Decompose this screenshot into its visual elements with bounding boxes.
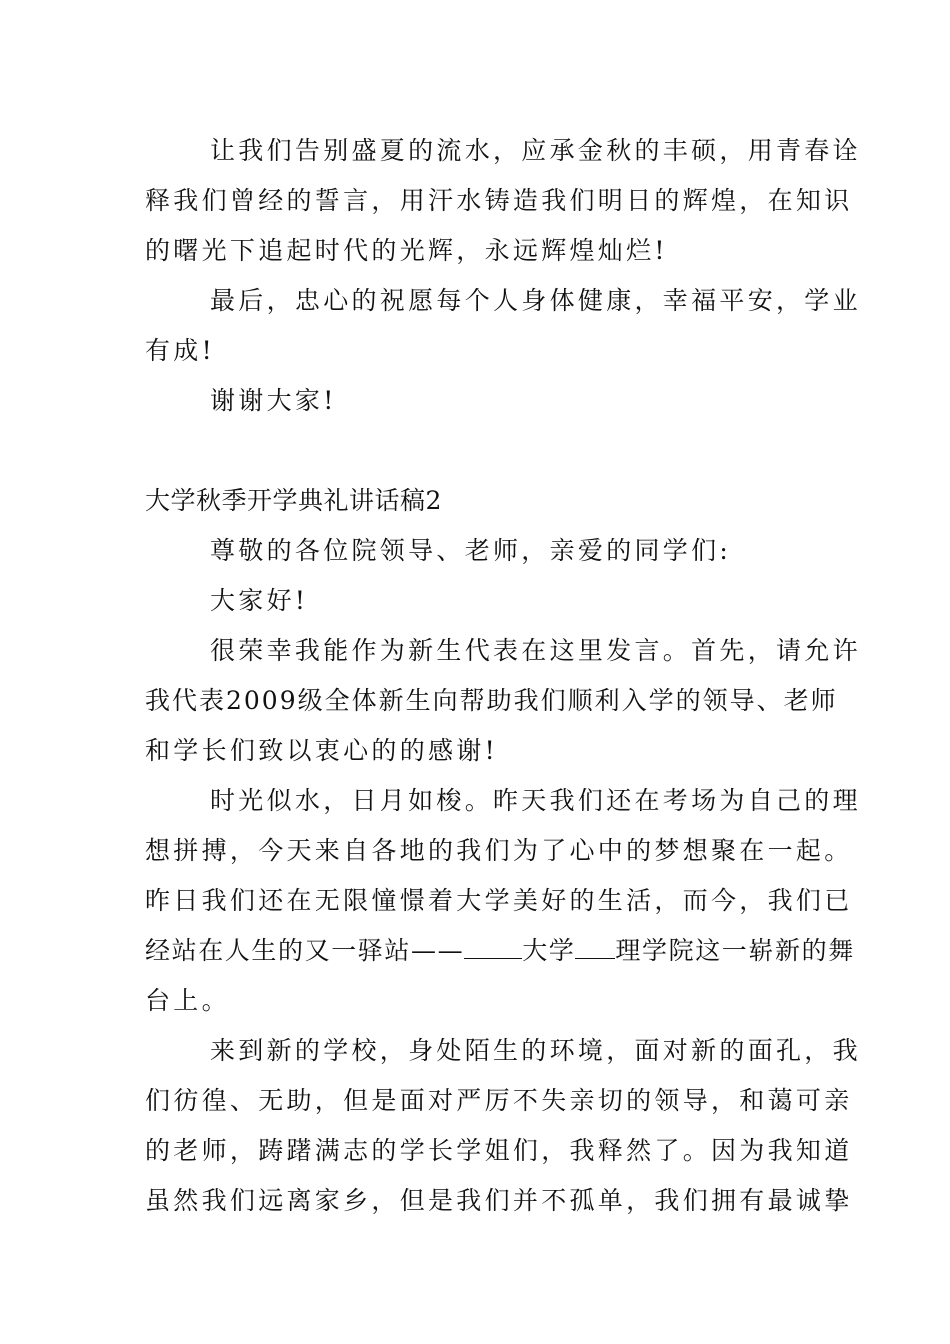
paragraph-line: 释我们曾经的誓言，用汗水铸造我们明日的辉煌，在知识 xyxy=(145,186,853,215)
paragraph-line xyxy=(145,934,855,968)
paragraph-line: 们彷徨、无助，但是面对严厉不失亲切的领导，和蔼可亲 xyxy=(145,1086,853,1115)
fill-in-blank xyxy=(464,936,522,959)
paragraph-line: 台上。 xyxy=(145,986,230,1015)
paragraph-line: 的曙光下追起时代的光辉，永远辉煌灿烂! xyxy=(145,236,668,265)
paragraph-line: 昨日我们还在无限憧憬着大学美好的生活，而今，我们已 xyxy=(145,886,853,915)
paragraph-line: 最后，忠心的祝愿每个人身体健康，幸福平安，学业 xyxy=(210,286,861,315)
paragraph-line: 想拼搏，今天来自各地的我们为了心中的梦想聚在一起。 xyxy=(145,836,853,865)
greeting-line: 大家好! xyxy=(210,586,309,615)
fill-in-blank xyxy=(575,936,615,959)
section-heading: 大学秋季开学典礼讲话稿2 xyxy=(145,486,442,515)
greeting-line: 尊敬的各位院领导、老师，亲爱的同学们: xyxy=(210,536,732,565)
paragraph-line: 虽然我们远离家乡，但是我们并不孤单，我们拥有最诚挚 xyxy=(145,1186,853,1215)
paragraph-line: 有成! xyxy=(145,336,215,365)
line-text: 大学 xyxy=(522,936,576,965)
line-text: 经站在人生的又一驿站—— xyxy=(145,936,465,965)
paragraph-line: 的老师，踌躇满志的学长学姐们，我释然了。因为我知道 xyxy=(145,1136,853,1165)
paragraph-line: 来到新的学校，身处陌生的环境，面对新的面孔，我 xyxy=(210,1036,861,1065)
paragraph-line: 让我们告别盛夏的流水，应承金秋的丰硕，用青春诠 xyxy=(210,136,861,165)
paragraph-line: 很荣幸我能作为新生代表在这里发言。首先，请允许 xyxy=(210,636,861,665)
line-text: 理学院这一崭新的舞 xyxy=(615,936,855,965)
paragraph-line: 我代表2009级全体新生向帮助我们顺利入学的领导、老师 xyxy=(145,686,838,715)
paragraph-line: 谢谢大家! xyxy=(210,386,337,415)
paragraph-line: 和学长们致以衷心的的感谢! xyxy=(145,736,498,765)
paragraph-line: 时光似水，日月如梭。昨天我们还在考场为自己的理 xyxy=(210,786,861,815)
